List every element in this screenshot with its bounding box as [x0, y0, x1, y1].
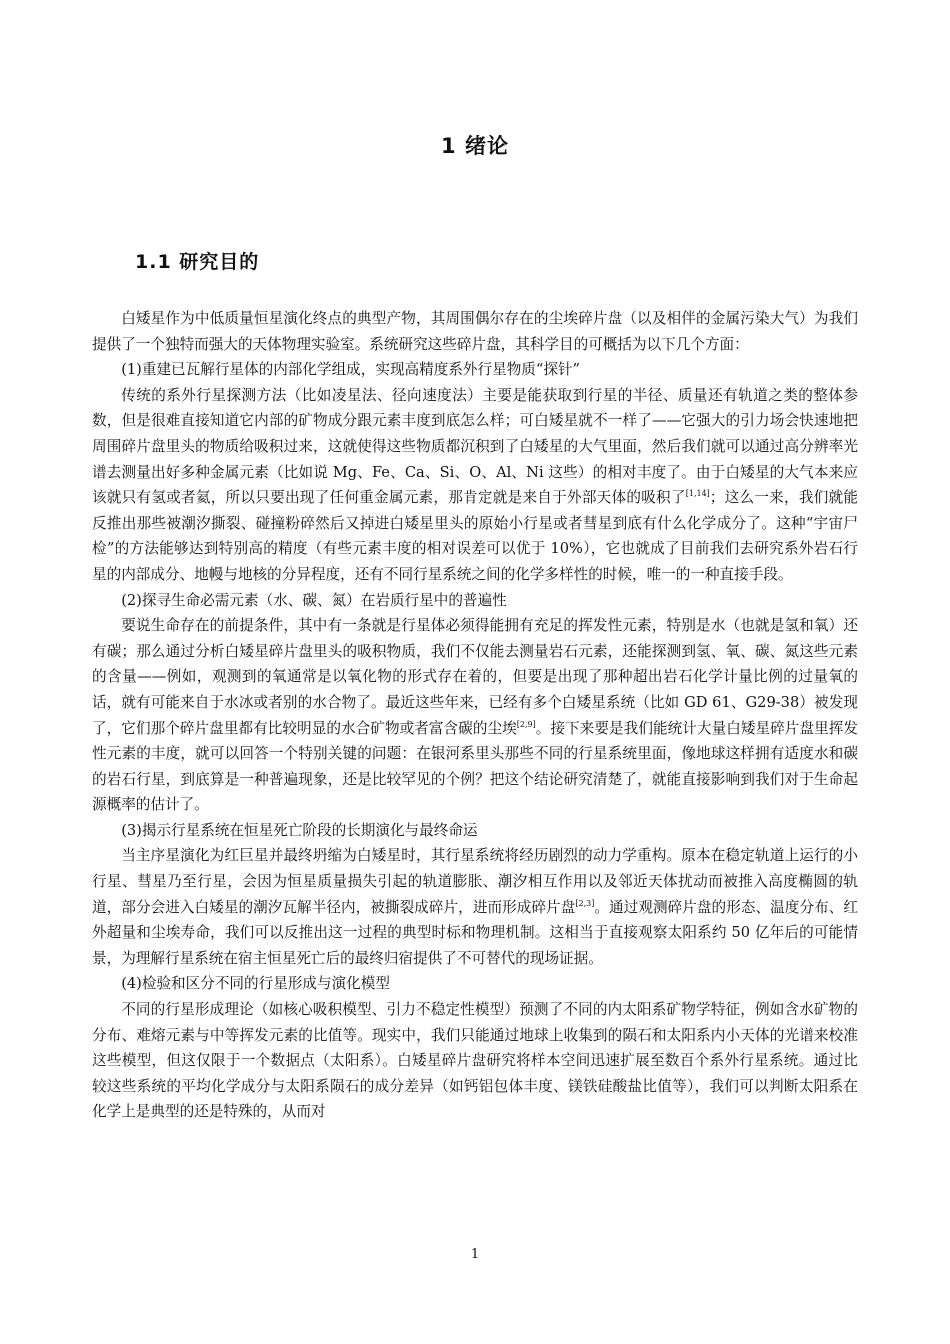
point-3-text-b: 。通过观测碎片盘的形态、温度分布、红外超量和尘埃寿命，我们可以反推出这一过程的典型时标和物理机制。这相当于直接观察太阳系约 50 亿年后的可能情景，为理解行星系统在宿主恒星死亡后的最终归宿提供了不可替代的现场证据。: [92, 898, 858, 967]
citation: [1,14]: [685, 489, 710, 499]
point-2-text-b: 。接下来要是我们能统计大量白矮星碎片盘里挥发性元素的丰度，就可以回答一个特别关键的问题：在银河系里头那些不同的行星系统里面，像地球这样拥有适度水和碳的岩石行星，到底算是一种普遍现象，还是比较罕见的个例？把这个结论研究清楚了，就能直接影响到我们对于生命起源概率的估计了。: [92, 719, 858, 814]
point-3-text-a: 当主序星演化为红巨星并最终坍缩为白矮星时，其行星系统将经历剧烈的动力学重构。原本在稳定轨道上运行的小行星、彗星乃至行星，会因为恒星质量损失引起的轨道膨胀、潮汐相互作用以及邻近天体扰动而被推入高度椭圆的轨道，部分会进入白矮星的潮汐瓦解半径内，被撕裂成碎片，进而形成碎片盘: [92, 847, 858, 916]
citation: [2,3]: [575, 898, 595, 908]
point-1-heading: (1)重建已瓦解行星体的内部化学组成，实现高精度系外行星物质“探针”: [121, 361, 581, 379]
point-2-text-a: 要说生命存在的前提条件，其中有一条就是行星体必须得能拥有充足的挥发性元素，特别是水（也就是氢和氧）还有碳；那么通过分析白矮星碎片盘里头的吸积物质，我们不仅能去测量岩石元素，还能探测到氢、氧、碳、氮这些元素的含量——例如，观测到的氧通常是以氧化物的形式存在着的，但要是出现了那种超出岩石化学计量比例的过量氧的话，就有可能来自于水冰或者别的水合物了。最近这些年来，已经有多个白矮星系统（比如 GD 61、G29-38）被发现了，它们那个碎片盘里都有比较明显的水合矿物或者富含碳的尘埃: [92, 617, 858, 737]
point-2-paragraph: [92, 613, 858, 818]
point-3-paragraph: [92, 843, 858, 971]
section-title: 1.1 研究目的: [135, 251, 260, 273]
point-1-paragraph: [92, 383, 858, 588]
point-1-text-b: ；这么一来，我们就能反推出那些被潮汐撕裂、碰撞粉碎然后又掉进白矮星里头的原始小行星或者彗星到底有什么化学成分了。这种“宇宙尸检”的方法能够达到特别高的精度（有些元素丰度的相对误差可以优于 10%），它也就成了目前我们去研究系外岩石行星的内部成分、地幔与地核的分异程度，还有不同行星系统之间的化学多样性的时候，唯一的一种直接手段。: [92, 489, 858, 583]
citation: [2,9]: [516, 719, 536, 729]
point-1-text-a: 传统的系外行星探测方法（比如凌星法、径向速度法）主要是能获取到行星的半径、质量还有轨道之类的整体参数，但是很难直接知道它内部的矿物成分跟元素丰度到底怎么样；可白矮星就不一样了——它强大的引力场会快速地把周围碎片盘里头的物质给吸积过来，这就使得这些物质都沉积到了白矮星的大气里面，然后我们就可以通过高分辨率光谱去测量出好多种金属元素（比如说 Mg、Fe、Ca、Si、O、Al、Ni 这些）的相对丰度了。由于白矮星的大气本来应该就只有氢或者氦，所以只要出现了任何重金属元素，那肯定就是来自于外部天体的吸积了: [92, 386, 858, 507]
body-text: [92, 306, 858, 1125]
page-number: 1: [470, 1247, 480, 1262]
point-2-heading: (2)探寻生命必需元素（水、碳、氮）在岩质行星中的普遍性: [121, 591, 507, 609]
point-4-paragraph: 不同的行星形成理论（如核心吸积模型、引力不稳定性模型）预测了不同的内太阳系矿物学特征，例如含水矿物的分布、难熔元素与中等挥发元素的比值等。现实中，我们只能通过地球上收集到的陨石和太阳系内小天体的光谱来校准这些模型，但这仅限于一个数据点（太阳系）。白矮星碎片盘研究将样本空间迅速扩展至数百个系外行星系统。通过比较这些系统的平均化学成分与太阳系陨石的成分差异（如钙铝包体丰度、镁铁硅酸盐比值等），我们可以判断太阳系在化学上是典型的还是特殊的，从而对: [92, 1001, 858, 1121]
chapter-title: 1 绪论: [441, 134, 509, 158]
point-3-heading: (3)揭示行星系统在恒星死亡阶段的长期演化与最终命运: [121, 821, 478, 839]
point-4-heading: (4)检验和区分不同的行星形成与演化模型: [121, 975, 390, 993]
intro-paragraph: 白矮星作为中低质量恒星演化终点的典型产物，其周围偶尔存在的尘埃碎片盘（以及相伴的金属污染大气）为我们提供了一个独特而强大的天体物理实验室。系统研究这些碎片盘，其科学目的可概括为以下几个方面：: [92, 310, 858, 353]
